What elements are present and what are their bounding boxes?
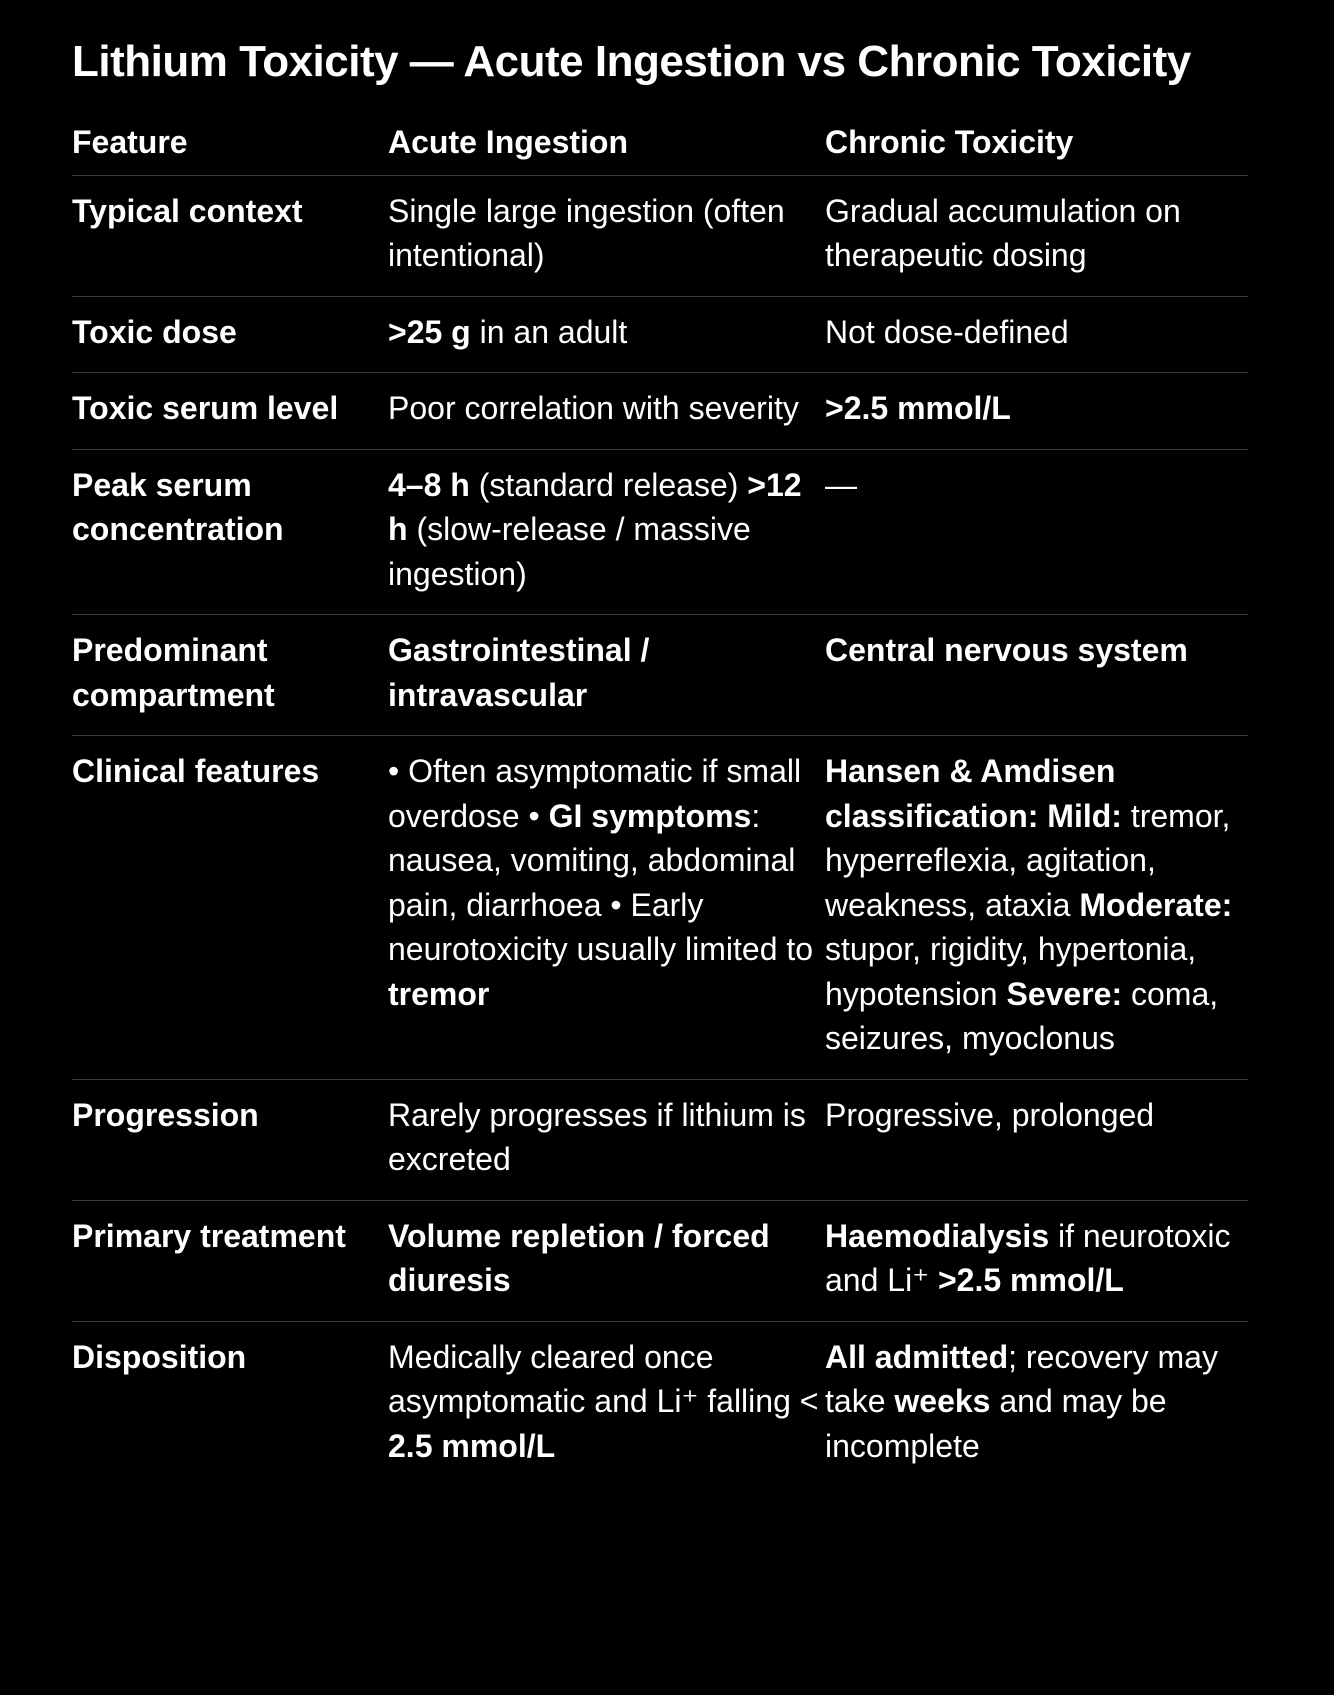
acute-cell [388,1200,825,1321]
acute-cell [388,449,825,615]
table-row [72,449,1248,615]
table-row [72,296,1248,373]
chronic-segment: ; recovery may take [825,1338,1218,1419]
chronic-cell [825,1200,1248,1321]
table-row [72,175,1248,296]
acute-segment: (slow-release / massive ingestion) [388,511,751,592]
acute-segment: >25 g [388,313,471,350]
acute-segment: • Often asymptomatic if small overdose • [388,753,802,834]
chronic-cell [825,615,1248,736]
chronic-segment: All admitted [825,1338,1009,1375]
chronic-segment: coma, seizures, myoclonus [825,975,1219,1056]
acute-segment: >12 h [388,466,802,547]
feature-cell: Peak serum concentration [72,449,388,615]
chronic-segment: stupor, rigidity, hypertonia, hypotension [825,931,1197,1012]
acute-segment: Single large ingestion (often intentional) [388,192,785,273]
page-title: Lithium Toxicity — Acute Ingestion vs Chronic Toxicity [72,37,1191,86]
table-row [72,615,1248,736]
table-row [72,373,1248,450]
table-body [72,175,1248,1486]
acute-cell [388,175,825,296]
chronic-cell [825,175,1248,296]
chronic-cell [825,296,1248,373]
acute-segment: Medically cleared once asymptomatic and Li⁺ falling < [388,1338,819,1419]
acute-segment: 2.5 mmol/L [388,1427,556,1464]
chronic-segment: Severe: [1006,975,1123,1012]
chronic-segment: Hansen & Amdisen classification: Mild: [825,753,1122,834]
acute-segment: tremor [388,975,490,1012]
chronic-segment: tremor, hyperreflexia, agitation, weakness, ataxia [825,797,1231,923]
acute-segment: : nausea, vomiting, abdominal pain, diarrhoea • Early neurotoxicity usually limited to [388,797,814,967]
table-row [72,1079,1248,1200]
acute-segment: Gastrointestinal / intravascular [388,632,650,713]
feature-cell: Predominant compartment [72,615,388,736]
chronic-segment: — [825,466,857,503]
acute-cell [388,1321,825,1486]
acute-segment: GI symptoms [548,797,752,834]
feature-cell: Toxic serum level [72,373,388,450]
acute-cell [388,296,825,373]
chronic-cell [825,1079,1248,1200]
chronic-segment: >2.5 mmol/L [937,1262,1124,1298]
chronic-segment: Gradual accumulation on therapeutic dosing [825,192,1181,273]
header-acute: Acute Ingestion [388,124,629,160]
acute-cell [388,736,825,1080]
table-row [72,1200,1248,1321]
acute-segment: 4–8 h [388,466,470,503]
chronic-segment: Haemodialysis [825,1217,1050,1254]
table-header [72,110,1248,175]
chronic-segment: >2.5 mmol/L [825,390,1011,426]
comparison-table [72,110,1248,1486]
acute-segment: (standard release) [469,466,748,503]
feature-cell: Typical context [72,175,388,296]
acute-cell [388,615,825,736]
feature-cell: Primary treatment [72,1200,388,1321]
header-feature: Feature [72,124,188,160]
chronic-cell [825,449,1248,615]
feature-cell: Disposition [72,1321,388,1486]
table-row [72,736,1248,1080]
header-row [72,110,1248,175]
table-row [72,1321,1248,1486]
chronic-segment: Not dose-defined [825,313,1069,350]
acute-segment: Volume repletion / forced diuresis [388,1217,770,1298]
acute-segment: in an adult [470,313,628,350]
chronic-segment: Central nervous system [825,632,1188,668]
acute-segment: Poor correlation with severity [388,390,799,426]
feature-cell: Progression [72,1079,388,1200]
feature-cell: Clinical features [72,736,388,1080]
acute-cell [388,1079,825,1200]
acute-segment: Rarely progresses if lithium is excreted [388,1096,806,1177]
chronic-cell [825,373,1248,450]
chronic-segment: Moderate: [1079,886,1233,923]
header-chronic: Chronic Toxicity [825,124,1074,160]
chronic-segment: Progressive, prolonged [825,1096,1155,1133]
chronic-cell [825,736,1248,1080]
chronic-segment: and may be incomplete [825,1383,1167,1464]
chronic-segment: if neurotoxic and Li⁺ [825,1217,1231,1298]
chronic-segment: weeks [894,1383,991,1419]
feature-cell: Toxic dose [72,296,388,373]
chronic-cell [825,1321,1248,1486]
acute-cell [388,373,825,450]
